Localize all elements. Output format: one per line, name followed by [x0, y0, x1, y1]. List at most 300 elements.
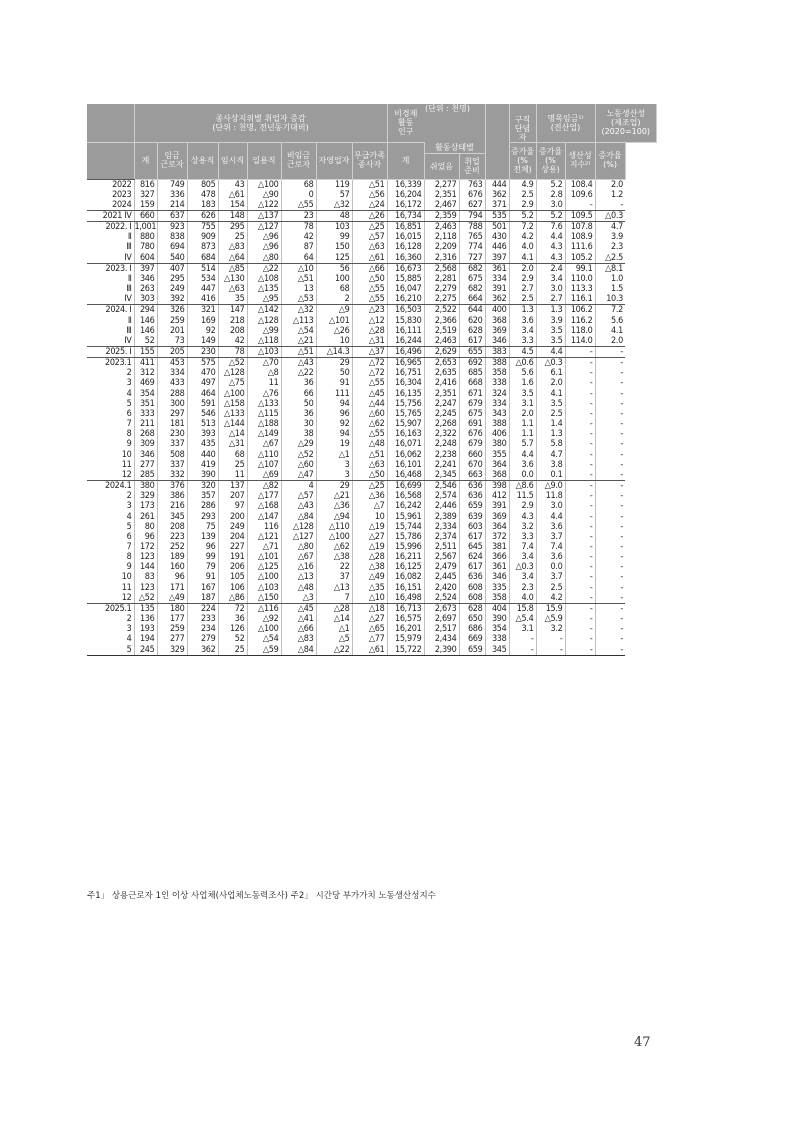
table-cell: 333 [134, 409, 157, 419]
table-cell: 2.0 [536, 378, 565, 388]
table-cell: 5.7 [509, 439, 536, 449]
row-period: 6 [87, 532, 134, 542]
table-cell: 1.2 [611, 189, 624, 200]
table-cell: 2,277 [424, 179, 459, 190]
table-cell: - [565, 583, 595, 593]
table-cell: 923 [157, 222, 187, 233]
table-cell: △75 [218, 378, 247, 388]
table-cell: 4.3 [509, 512, 536, 522]
table-cell: △62 [316, 542, 352, 552]
row-period: 4 [87, 634, 134, 644]
table-cell: 3.4 [509, 572, 536, 582]
table-cell: 205 [157, 347, 187, 358]
table-cell: △55 [352, 429, 387, 439]
table-cell: △59 [247, 645, 281, 656]
table-cell: 218 [218, 316, 247, 326]
table-cell: - [565, 439, 595, 449]
table-cell: 2,281 [424, 274, 459, 284]
table-cell: 97 [218, 501, 247, 511]
table-cell: 364 [485, 522, 509, 532]
table-cell: 514 [187, 263, 218, 274]
table-cell: 15.8 [509, 603, 536, 614]
table-cell: 1.4 [536, 419, 565, 429]
table-cell: 94 [316, 429, 352, 439]
table-cell: 362 [485, 294, 509, 305]
table-cell: 3.9 [611, 232, 624, 243]
table-cell: 391 [485, 501, 509, 511]
table-cell: △9.0 [536, 481, 565, 492]
row-period: 9 [87, 562, 134, 572]
table-cell: 16,151 [387, 583, 424, 593]
table-cell: 249 [218, 522, 247, 532]
table-cell: 692 [459, 358, 485, 369]
table-row [87, 284, 657, 294]
table-cell: △19 [352, 522, 387, 532]
table-cell: 23 [281, 210, 316, 221]
table-cell: 3.1 [509, 624, 536, 634]
table-cell: 3.6 [536, 552, 565, 562]
table-cell: △27 [352, 532, 387, 542]
table-cell: 99.1 [565, 263, 595, 274]
table-cell: - [620, 408, 624, 419]
table-cell: 16,244 [387, 336, 424, 347]
table-cell: 42 [218, 336, 247, 347]
table-cell: 125 [316, 253, 352, 264]
table-cell: △63 [218, 284, 247, 294]
table-cell: 398 [485, 481, 509, 492]
table-cell: - [565, 634, 595, 644]
table-row [87, 562, 657, 572]
table-cell: 4.3 [536, 253, 565, 264]
row-period: 4 [87, 512, 134, 522]
table-row [87, 532, 657, 542]
table-cell: 2,118 [424, 232, 459, 242]
table-cell: △100 [316, 532, 352, 542]
row-period: 10 [87, 450, 134, 460]
header-employment-change: 종사상지위별 취업자 증감 (단위 : 천명, 전년동기대비) [134, 104, 387, 142]
table-cell: 107.8 [565, 222, 595, 233]
table-cell: 4.1 [611, 325, 624, 336]
table-cell: 1.3 [536, 305, 565, 316]
table-cell: 191 [218, 552, 247, 562]
table-cell: 80 [134, 522, 157, 532]
table-cell: 354 [485, 624, 509, 634]
table-cell: 639 [459, 512, 485, 522]
table-cell: 160 [157, 562, 187, 572]
table-cell: 249 [157, 284, 187, 294]
table-cell: 444 [485, 179, 509, 190]
table-cell: - [565, 470, 595, 481]
table-cell: 675 [459, 274, 485, 284]
table-cell: △144 [218, 419, 247, 429]
table-cell: △107 [247, 460, 281, 470]
table-cell: 16,575 [387, 614, 424, 624]
table-cell: 419 [187, 460, 218, 470]
table-cell: 123 [134, 583, 157, 593]
table-cell: - [620, 368, 624, 379]
table-cell: 433 [157, 378, 187, 388]
header-wage-regular: 증가율 (% 상용) [536, 142, 565, 179]
table-cell: 346 [134, 274, 157, 284]
table-cell: △150 [247, 593, 281, 604]
table-cell: △12 [352, 316, 387, 326]
table-cell: △5.4 [509, 614, 536, 624]
table-cell: △7 [352, 501, 387, 511]
table-cell: 16,503 [387, 305, 424, 316]
table-cell: 2,635 [424, 368, 459, 378]
table-cell: △92 [247, 614, 281, 624]
header-temporary: 임시직 [218, 142, 247, 179]
table-cell: 16,135 [387, 389, 424, 399]
table-cell: - [620, 562, 624, 573]
table-cell: 2.3 [611, 242, 624, 253]
table-cell: 2,351 [424, 389, 459, 399]
table-cell: 312 [134, 368, 157, 378]
table-cell: 2,434 [424, 634, 459, 644]
table-cell: 43 [218, 179, 247, 190]
table-cell: 16,304 [387, 378, 424, 388]
table-cell: 146 [134, 326, 157, 336]
table-cell: 50 [281, 399, 316, 409]
table-cell: 15.9 [536, 603, 565, 614]
table-cell: 388 [485, 419, 509, 429]
table-cell: 279 [187, 634, 218, 644]
table-cell: 2.5 [509, 294, 536, 305]
table-cell: 87 [281, 242, 316, 252]
table-row [87, 501, 657, 511]
table-cell: 11.8 [536, 491, 565, 501]
table-row [87, 429, 657, 439]
table-cell: △133 [218, 409, 247, 419]
table-cell: 2,568 [424, 263, 459, 274]
table-cell: 2,316 [424, 253, 459, 264]
footnote: 주1」 상용근로자 1인 이상 사업체(사업체노동력조사) 주2」 시간당 부가가치 노동생산성지수 [87, 891, 436, 901]
table-cell: 351 [134, 399, 157, 409]
table-cell: △36 [316, 501, 352, 511]
table-cell: 2,446 [424, 501, 459, 511]
table-cell: 16,125 [387, 562, 424, 572]
table-cell: △60 [352, 409, 387, 419]
table-cell: 42 [281, 232, 316, 242]
row-period: 2 [87, 614, 134, 624]
table-cell: △29 [281, 439, 316, 449]
table-cell: 295 [157, 274, 187, 284]
table-cell: 464 [187, 389, 218, 399]
table-cell: - [620, 378, 624, 389]
table-cell: △84 [281, 512, 316, 522]
table-cell: △2.5 [595, 253, 625, 264]
table-cell: 4.3 [536, 242, 565, 252]
table-cell: 2.5 [509, 190, 536, 200]
table-cell: 670 [459, 460, 485, 470]
table-cell: 660 [459, 450, 485, 460]
table-cell: 100 [316, 274, 352, 284]
table-header [87, 104, 657, 142]
table-cell: 73 [157, 336, 187, 347]
table-cell: △35 [352, 583, 387, 593]
table-cell: 16,047 [387, 284, 424, 294]
table-cell: △100 [247, 572, 281, 582]
table-cell: 16,673 [387, 263, 424, 274]
row-period: Ⅱ [87, 274, 134, 284]
table-cell: 354 [134, 389, 157, 399]
table-cell: △101 [316, 316, 352, 326]
table-cell: 337 [157, 460, 187, 470]
table-cell: 224 [187, 603, 218, 614]
table-cell: 52 [218, 634, 247, 644]
table-cell: 636 [459, 481, 485, 492]
table-cell: 368 [485, 316, 509, 326]
table-cell: 216 [157, 501, 187, 511]
table-cell: △50 [352, 274, 387, 284]
table-cell: 116 [247, 522, 281, 532]
table-cell: △94 [316, 512, 352, 522]
table-cell: 52 [134, 336, 157, 347]
table-cell: - [509, 634, 536, 644]
table-cell: 16,360 [387, 253, 424, 264]
table-cell: △127 [281, 532, 316, 542]
table-cell: 4.0 [509, 242, 536, 252]
table-cell: 321 [187, 305, 218, 316]
table-cell: 3.7 [536, 532, 565, 542]
table-cell: 2.5 [536, 583, 565, 593]
table-cell: 15,979 [387, 634, 424, 644]
table-cell: 329 [134, 491, 157, 501]
table-cell: 11 [218, 470, 247, 481]
table-cell: 358 [485, 593, 509, 604]
table-cell: 694 [157, 242, 187, 252]
table-cell: △116 [247, 603, 281, 614]
table-cell: 3.1 [509, 399, 536, 409]
table-cell: 5.6 [611, 315, 624, 326]
table-cell: 147 [218, 305, 247, 316]
table-cell: 78 [281, 222, 316, 233]
table-cell: 309 [134, 439, 157, 449]
header-unit: (단위 : 천명) [424, 104, 485, 142]
table-cell: 3.6 [509, 460, 536, 470]
table-cell: 626 [187, 210, 218, 221]
table-cell: 501 [485, 222, 509, 233]
table-cell: 36 [281, 409, 316, 419]
table-cell: 788 [459, 222, 485, 233]
table-subheader [87, 142, 657, 179]
table-cell: 204 [218, 532, 247, 542]
table-cell: 16,201 [387, 624, 424, 634]
table-cell: - [565, 429, 595, 439]
table-cell: 78 [218, 347, 247, 358]
table-cell: 4 [281, 481, 316, 492]
table-cell: 636 [459, 572, 485, 582]
table-cell: 2.7 [509, 284, 536, 294]
table-cell: 105 [218, 572, 247, 582]
table-cell: 75 [187, 522, 218, 532]
row-period: Ⅱ [87, 316, 134, 326]
table-cell: 22 [316, 562, 352, 572]
table-row [87, 294, 657, 305]
table-cell: - [565, 409, 595, 419]
table-cell: 2,209 [424, 242, 459, 252]
table-cell: △10 [352, 593, 387, 604]
table-row [87, 200, 657, 211]
table-cell: 774 [459, 242, 485, 252]
row-period: 2021 Ⅳ [87, 210, 134, 221]
table-cell: 0.0 [536, 562, 565, 572]
table-cell: 2.4 [536, 263, 565, 274]
table-cell: 36 [218, 614, 247, 624]
table-cell: 2.9 [509, 274, 536, 284]
table-cell: 189 [157, 552, 187, 562]
table-cell: 15,961 [387, 512, 424, 522]
table-cell: 430 [485, 232, 509, 242]
table-cell: △1 [316, 450, 352, 460]
table-cell: 149 [187, 336, 218, 347]
table-cell: 285 [134, 470, 157, 481]
table-cell: △22 [316, 645, 352, 656]
table-cell: 324 [485, 389, 509, 399]
table-cell: - [595, 593, 625, 604]
table-cell: 11 [247, 378, 281, 388]
table-cell: 362 [485, 190, 509, 200]
table-cell: △54 [281, 326, 316, 336]
row-period: 3 [87, 624, 134, 634]
table-cell: 540 [157, 253, 187, 264]
header-blank-4 [485, 153, 509, 179]
table-cell: 139 [187, 532, 218, 542]
table-cell: △57 [281, 491, 316, 501]
table-cell: 109.5 [565, 210, 595, 221]
table-row [87, 634, 657, 644]
table-cell: 2.0 [611, 179, 624, 190]
table-cell: △22 [247, 263, 281, 274]
table-cell: △128 [218, 368, 247, 378]
table-cell: - [620, 398, 624, 409]
table-cell: △82 [247, 481, 281, 492]
table-cell: 96 [316, 409, 352, 419]
table-cell: 92 [316, 419, 352, 429]
table-cell: 15,765 [387, 409, 424, 419]
table-cell: - [565, 200, 595, 211]
table-cell: 108.4 [565, 179, 595, 190]
table-cell: 4.5 [509, 347, 536, 358]
table-cell: △83 [281, 634, 316, 644]
table-row [87, 645, 657, 656]
table-cell: 2,546 [424, 481, 459, 492]
table-cell: △14 [316, 614, 352, 624]
table-cell: 16,851 [387, 222, 424, 233]
table-cell: 604 [134, 253, 157, 264]
table-cell: 277 [157, 634, 187, 644]
table-cell: 3.6 [509, 316, 536, 326]
row-period: 3 [87, 501, 134, 511]
table-cell: 392 [157, 294, 187, 305]
table-cell: △9 [316, 305, 352, 316]
table-cell: 659 [459, 501, 485, 511]
table-cell: △23 [352, 305, 387, 316]
table-row [87, 358, 657, 369]
table-cell: - [620, 603, 624, 614]
row-period: 2023.1 [87, 358, 134, 369]
table-cell: 676 [459, 190, 485, 200]
row-period: 8 [87, 429, 134, 439]
row-period: Ⅳ [87, 253, 134, 264]
row-period: 4 [87, 389, 134, 399]
table-cell: - [565, 378, 595, 388]
header-job-prep: 취업 준비 [459, 153, 485, 179]
table-cell: △43 [281, 501, 316, 511]
table-cell: 575 [187, 358, 218, 369]
header-productivity-growth: 증가율 (%) [595, 142, 625, 179]
table-row [87, 512, 657, 522]
table-cell: △49 [352, 572, 387, 582]
table-cell: 1.0 [611, 273, 624, 284]
table-cell: 48 [316, 210, 352, 221]
table-cell: △51 [281, 274, 316, 284]
table-cell: 263 [134, 284, 157, 294]
table-cell: - [620, 481, 624, 492]
table-cell: 671 [459, 389, 485, 399]
table-cell: 675 [459, 409, 485, 419]
table-cell: 2,238 [424, 450, 459, 460]
table-cell: △64 [218, 253, 247, 264]
table-cell: 11.5 [509, 491, 536, 501]
table-cell: △25 [352, 481, 387, 492]
table-cell: △70 [247, 358, 281, 369]
table-row [87, 419, 657, 429]
table-cell: 2,275 [424, 294, 459, 305]
table-cell: - [595, 645, 625, 656]
table-cell: 15,996 [387, 542, 424, 552]
table-cell: 685 [459, 368, 485, 378]
header-blank-3 [485, 142, 509, 153]
row-period: 3 [87, 378, 134, 388]
table-cell: - [620, 491, 624, 502]
table-cell: △72 [352, 368, 387, 378]
table-cell: 393 [187, 429, 218, 439]
table-cell: 4.7 [536, 450, 565, 460]
table-cell: 300 [157, 399, 187, 409]
table-row [87, 409, 657, 419]
table-cell: 16,211 [387, 552, 424, 562]
table-cell: 7.2 [509, 222, 536, 233]
table-row [87, 481, 657, 492]
table-cell: 617 [459, 532, 485, 542]
page-number: 47 [634, 1035, 651, 1050]
table-cell: 617 [459, 336, 485, 347]
table-cell: 679 [459, 399, 485, 409]
table-cell: △49 [157, 593, 187, 604]
table-cell: △115 [247, 409, 281, 419]
table-cell: 7.4 [536, 542, 565, 552]
table-cell: 3.7 [536, 572, 565, 582]
table-cell: △0.3 [595, 210, 625, 221]
header-daily: 일용직 [247, 142, 281, 179]
table-cell: △31 [352, 336, 387, 347]
table-cell: 245 [134, 645, 157, 656]
table-cell: 2.0 [595, 336, 625, 347]
table-cell: 2.9 [509, 200, 536, 211]
table-cell: 171 [157, 583, 187, 593]
table-cell: - [620, 531, 624, 542]
table-cell: △108 [247, 274, 281, 284]
table-cell: 4.4 [509, 450, 536, 460]
table-cell: 194 [134, 634, 157, 644]
table-row [87, 347, 657, 358]
table-cell: 72 [218, 603, 247, 614]
table-cell: 16,204 [387, 190, 424, 200]
table-cell: - [620, 388, 624, 399]
table-cell: 116.1 [565, 294, 595, 305]
table-cell: 167 [187, 583, 218, 593]
